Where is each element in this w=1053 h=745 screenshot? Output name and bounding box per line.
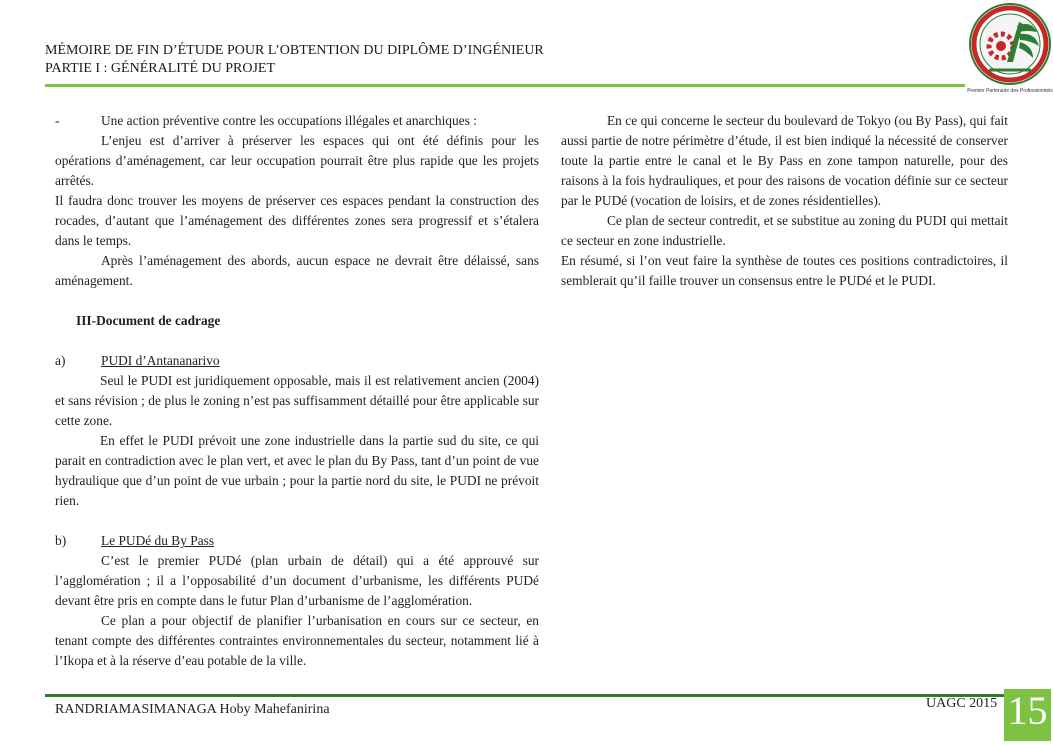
paragraph: Après l’aménagement des abords, aucun espace ne devrait être délaissé, sans aménagement. [55, 253, 539, 288]
subsection-a-title [55, 351, 539, 371]
header-rule [45, 84, 965, 87]
paragraph: L’enjeu est d’arriver à préserver les espaces qui ont été définis pour les opérations d’aménagement, car leur occupation pourrait être plus rapide que les projets arrêtés. [55, 133, 539, 188]
paragraph: En résumé, si l’on veut faire la synthèse de toutes ces positions contradictoires, il semblerait qu’il faille trouver un consensus entre le PUDé et le PUDI. [561, 253, 1008, 288]
bullet-item [55, 111, 539, 131]
bullet-text: Une action préventive contre les occupations illégales et anarchiques : [101, 113, 477, 128]
page-header [45, 42, 544, 78]
logo-caption: Premier Partenaire des Professionnels [967, 88, 1053, 94]
paragraph: C’est le premier PUDé (plan urbain de détail) qui a été approuvé sur l’agglomération ; il a l’opposabilité d’un document d’urbanisme, les différents PUDé devant être pris en compte dans le futur Plan d’urbanisme de l’agglomération. [55, 553, 539, 608]
footer-school-year: UAGC 2015 [926, 696, 998, 711]
subsection-title: PUDI d’Antananarivo [101, 353, 220, 368]
header-title: MÉMOIRE DE FIN D’ÉTUDE POUR L’OBTENTION DU DIPLÔME D’INGÉNIEUR [45, 43, 544, 58]
subsection-b-title [55, 531, 539, 551]
paragraph: Ce plan de secteur contredit, et se substitue au zoning du PUDI qui mettait ce secteur en zone industrielle. [561, 213, 1008, 248]
subsection-title: Le PUDé du By Pass [101, 533, 215, 548]
subsection-marker: b) [55, 533, 67, 548]
left-column [55, 111, 539, 671]
header-subtitle: PARTIE I : GÉNÉRALITÉ DU PROJET [45, 61, 276, 76]
page-number: 15 [1004, 689, 1051, 741]
paragraph: En ce qui concerne le secteur du boulevard de Tokyo (ou By Pass), qui fait aussi partie de notre périmètre d’étude, il est bien indiqué la nécessité de conserver toute la partie entre le canal et le By Pass en zone tampon naturelle, pour des raisons à la fois hydrauliques, et pour des raisons de vocation définie sur ce secteur par le PUDé (vocation de loisirs, et de zones résidentielles). [561, 113, 1008, 208]
paragraph: En effet le PUDI prévoit une zone industrielle dans la partie sud du site, ce qui parait en contradiction avec le plan vert, et avec le plan du By Pass, tant d’un point de vue hydraulique que d’un point de vue urbain ; pour la partie nord du site, le PUDI ne prévoit rien. [55, 433, 539, 508]
section-heading: III-Document de cadrage [76, 313, 221, 328]
paragraph: Il faudra donc trouver les moyens de préserver ces espaces pendant la construction des rocades, d’autant que l’aménagement des différentes zones sera progressif et s’étalera dans le temps. [55, 193, 539, 248]
subsection-marker: a) [55, 353, 66, 368]
right-column [561, 111, 1008, 291]
paragraph: Seul le PUDI est juridiquement opposable, mais il est relativement ancien (2004) et sans révision ; de plus le zoning n’est pas suffisamment détaillé pour être applicable sur cette zone. [55, 373, 539, 428]
bullet-marker: - [55, 113, 60, 128]
logo-ring-text [967, 2, 968, 3]
footer-rule [45, 694, 1005, 697]
school-logo [967, 2, 1053, 96]
logo-emblem-icon [967, 2, 1053, 96]
footer-author: RANDRIAMASIMANAGA Hoby Mahefanirina [55, 702, 330, 717]
paragraph: Ce plan a pour objectif de planifier l’urbanisation en cours sur ce secteur, en tenant compte des différentes contraintes environnementales du secteur, notamment lié à l’Ikopa et à la réserve d’eau potable de la ville. [55, 613, 539, 668]
